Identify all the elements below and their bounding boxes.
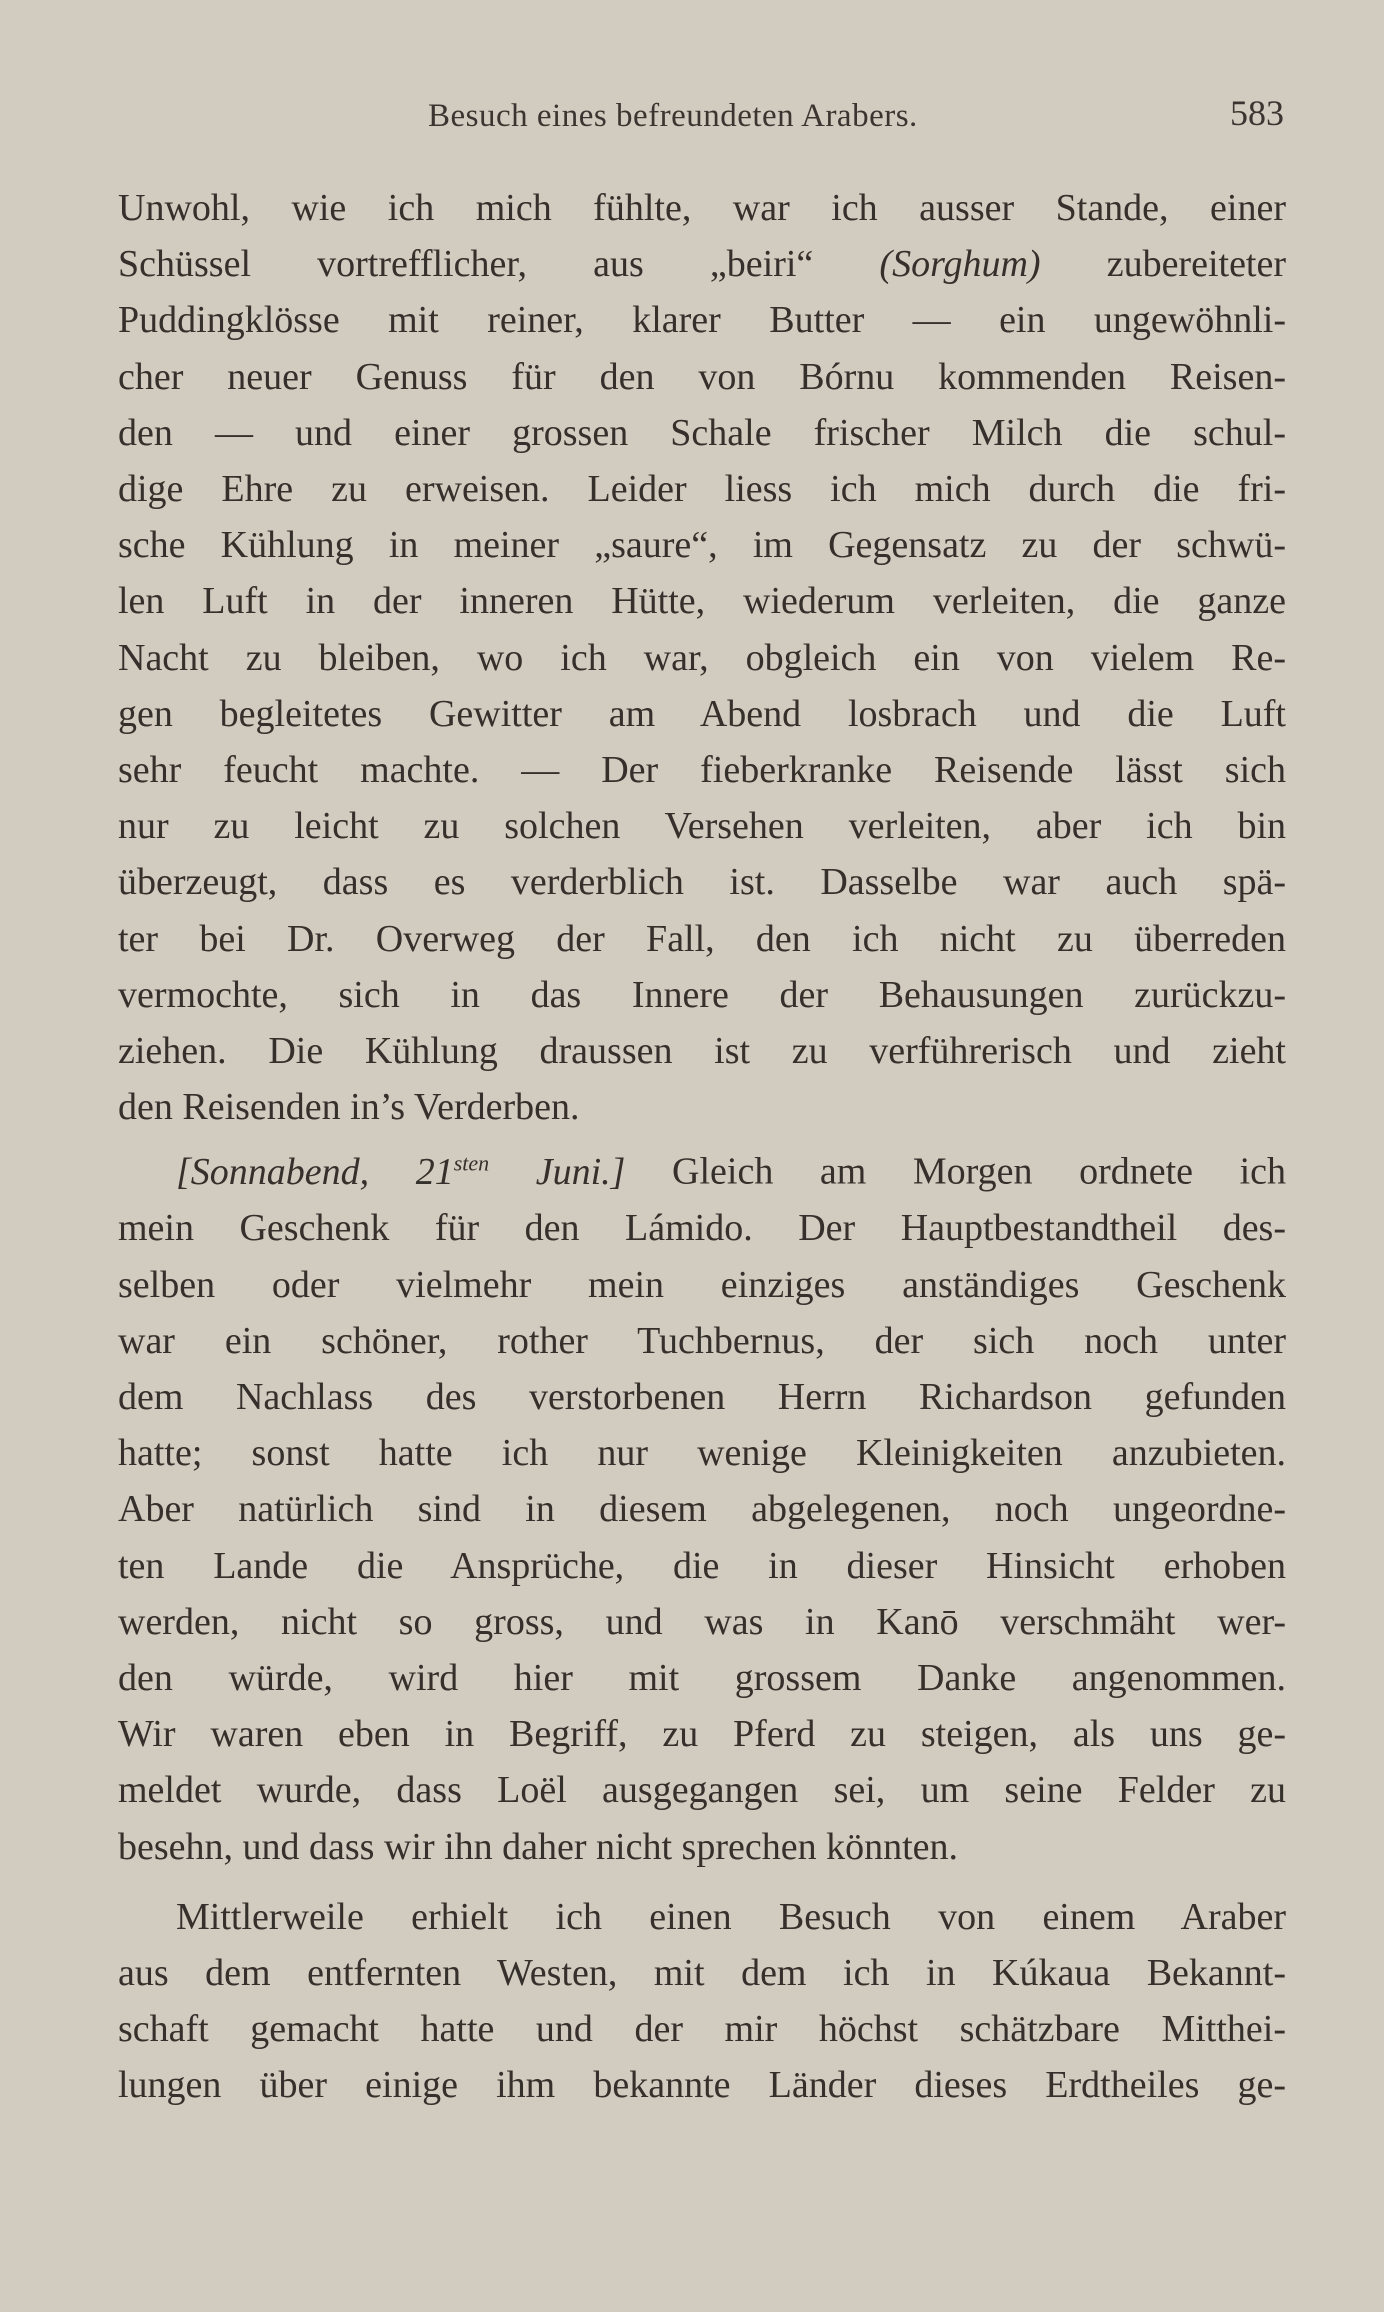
text-line: Unwohl, wie ich mich fühlte, war ich ausser Stande, einer [118, 187, 1286, 229]
running-title: Besuch eines befreundeten Arabers. [428, 98, 918, 134]
text-line: Wir waren eben in Begriff, zu Pferd zu steigen, als uns ge- [118, 1713, 1286, 1756]
text-line: werden, nicht so gross, und was in Kanō verschmäht wer- [118, 1600, 1286, 1643]
text-line: selben oder vielmehr mein einziges anständiges Geschenk [118, 1263, 1286, 1306]
text-line: besehn, und dass wir ihn daher nicht sprechen könnten. [118, 1825, 959, 1868]
text-line: Nacht zu bleiben, wo ich war, obgleich ein von vielem Re- [118, 636, 1286, 679]
text-line: ziehen. Die Kühlung draussen ist zu verführerisch und zieht [118, 1030, 1286, 1073]
text-line: dige Ehre zu erweisen. Leider liess ich mich durch die fri- [118, 468, 1286, 511]
text-line: meldet wurde, dass Loël ausgegangen sei, um seine Felder zu [118, 1769, 1286, 1812]
text-line: schaft gemacht hatte und der mir höchst schätzbare Mitthei- [118, 2008, 1286, 2051]
text-line: den würde, wird hier mit grossem Danke angenommen. [118, 1656, 1286, 1699]
text-line: den — und einer grossen Schale frischer Milch die schul- [118, 411, 1286, 454]
text-line: len Luft in der inneren Hütte, wiederum verleiten, die ganze [118, 580, 1286, 623]
text-line: [Sonnabend, $21^{sten}$ Juni.] Gleich am Morgen ordnete ich [176, 1150, 1287, 1194]
text-line: nur zu leicht zu solchen Versehen verleiten, aber ich bin [118, 805, 1286, 848]
text-line: hatte; sonst hatte ich nur wenige Kleinigkeiten anzubieten. [118, 1432, 1286, 1475]
body-text [118, 180, 1286, 2114]
paragraph-2 [118, 1135, 1286, 1874]
text-line: Puddingklösse mit reiner, klarer Butter — ein ungewöhnli- [118, 299, 1286, 342]
text-line: dem Nachlass des verstorbenen Herrn Richardson gefunden [118, 1375, 1286, 1418]
text-line: Schüssel vortrefflicher, aus „beiri“ (Sorghum) zubereiteter [118, 243, 1287, 286]
text-line: ter bei Dr. Overweg der Fall, den ich nicht zu überreden [118, 917, 1286, 960]
text-line: den Reisenden in’s Verderben. [118, 1086, 580, 1129]
text-line: lungen über einige ihm bekannte Länder dieses Erdtheiles ge- [118, 2064, 1286, 2107]
paragraph-3 [118, 1889, 1286, 2114]
date-heading: [Sonnabend, $21^{sten}$ Juni.] [176, 1150, 626, 1194]
text-line: Mittlerweile erhielt ich einen Besuch von einem Araber [176, 1895, 1286, 1938]
text-line: vermochte, sich in das Innere der Behausungen zurückzu- [118, 973, 1286, 1016]
text-line: überzeugt, dass es verderblich ist. Dasselbe war auch spä- [118, 861, 1286, 904]
paragraph-1 [118, 180, 1286, 1135]
text-line: ten Lande die Ansprüche, die in dieser Hinsicht erhoben [118, 1544, 1286, 1587]
text-line: Aber natürlich sind in diesem abgelegenen, noch ungeordne- [118, 1488, 1286, 1531]
text-line: sehr feucht machte. — Der fieberkranke Reisende lässt sich [118, 749, 1286, 792]
page-number: 583 [1230, 93, 1284, 133]
text-line: aus dem entfernten Westen, mit dem ich in Kúkaua Bekannt- [118, 1951, 1286, 1994]
text-line: war ein schöner, rother Tuchbernus, der sich noch unter [118, 1319, 1286, 1362]
paragraph-gap [118, 1875, 1286, 1889]
text-line: gen begleitetes Gewitter am Abend losbrach und die Luft [118, 692, 1286, 735]
running-head [0, 88, 1384, 148]
text-line: sche Kühlung in meiner „saure“, im Gegensatz zu der schwü- [118, 524, 1286, 567]
text-line: mein Geschenk für den Lámido. Der Hauptbestandtheil des- [118, 1207, 1286, 1250]
text-line: cher neuer Genuss für den von Bórnu kommenden Reisen- [118, 355, 1286, 398]
